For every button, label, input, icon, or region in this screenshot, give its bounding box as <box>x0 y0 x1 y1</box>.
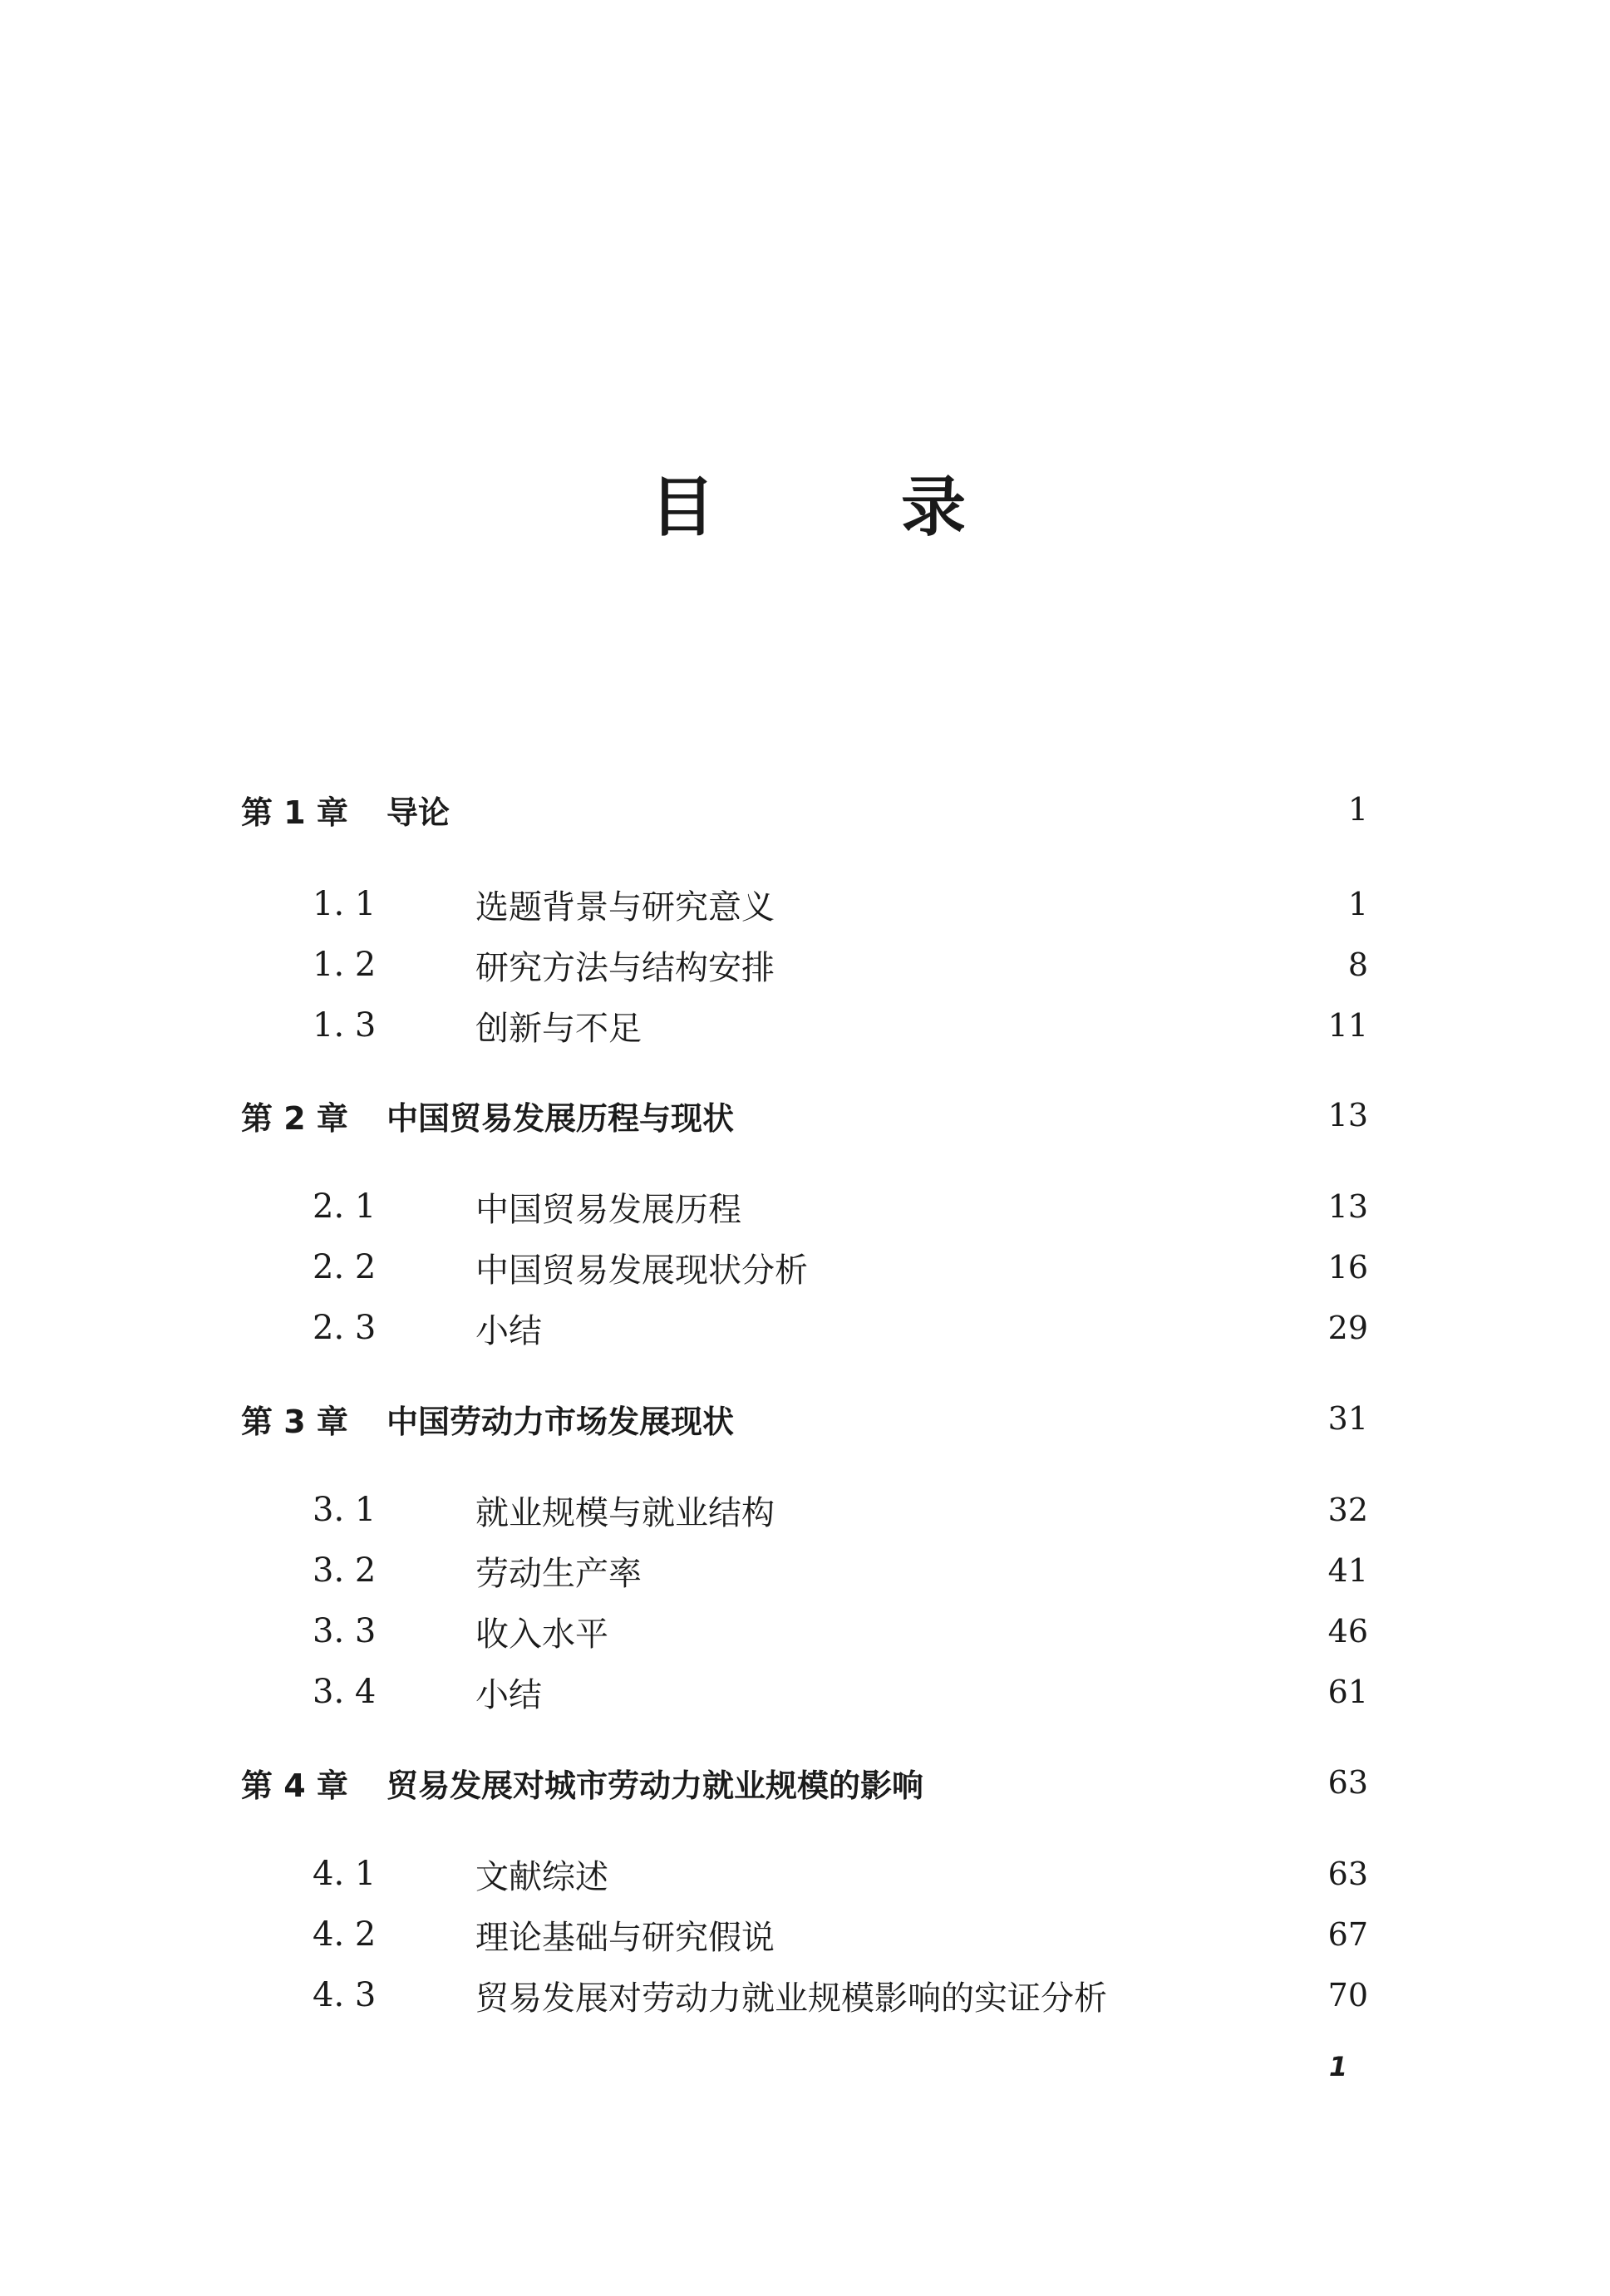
toc-page-number: 11 <box>1327 1007 1368 1044</box>
toc-page-number: 16 <box>1327 1249 1368 1286</box>
toc-section-1-2[interactable] <box>241 940 1368 990</box>
toc-page-number: 13 <box>1327 1188 1368 1225</box>
toc-page-number: 13 <box>1327 1097 1368 1133</box>
toc-section-3-1[interactable] <box>241 1485 1368 1535</box>
toc-dot-leader <box>1117 1970 1313 2020</box>
toc-section-title: 小结 <box>475 1675 542 1714</box>
toc-section-title: 就业规模与就业结构 <box>475 1493 775 1532</box>
toc-chapter-1[interactable] <box>241 784 1368 834</box>
toc-section-2-1[interactable] <box>241 1182 1368 1232</box>
toc-chapter-title: 中国劳动力市场发展现状 <box>386 1403 735 1440</box>
toc-page-number: 63 <box>1327 1856 1368 1892</box>
toc-section-title: 收入水平 <box>475 1615 608 1654</box>
toc-dot-leader <box>933 1758 1313 1807</box>
toc-chapter-number: 第 1 章 <box>241 794 348 831</box>
toc-page-number: 32 <box>1327 1492 1368 1528</box>
toc-page-number: 70 <box>1327 1977 1368 2013</box>
toc-dot-leader <box>744 1394 1313 1443</box>
toc-section-3-2[interactable] <box>241 1546 1368 1595</box>
toc-section-1-1[interactable] <box>241 879 1368 929</box>
toc-section-number: 1. 3 <box>313 1006 377 1045</box>
toc-section-title: 选题背景与研究意义 <box>475 887 775 927</box>
toc-page-number: 41 <box>1327 1552 1368 1589</box>
toc-page-number: 31 <box>1327 1400 1368 1437</box>
toc-section-4-3[interactable] <box>241 1970 1368 2020</box>
toc-dot-leader <box>652 1001 1313 1050</box>
toc-dot-leader <box>751 1182 1313 1232</box>
toc-section-title: 小结 <box>475 1311 542 1350</box>
toc-dot-leader <box>460 784 1320 834</box>
toc-section-title: 贸易发展对劳动力就业规模影响的实证分析 <box>475 1979 1107 2018</box>
toc-dot-leader <box>618 1849 1313 1899</box>
toc-section-number: 4. 3 <box>313 1976 377 2014</box>
page-title-char-1: 目 <box>650 470 716 545</box>
toc-chapter-3[interactable] <box>241 1394 1368 1443</box>
toc-section-number: 1. 2 <box>313 946 377 984</box>
toc-section-number: 3. 2 <box>313 1551 377 1590</box>
toc-section-4-2[interactable] <box>241 1910 1368 1959</box>
toc-page-number: 61 <box>1327 1674 1368 1710</box>
toc-section-3-4[interactable] <box>241 1667 1368 1717</box>
toc-page-number: 67 <box>1327 1916 1368 1953</box>
toc-section-number: 1. 1 <box>313 885 377 923</box>
toc-dot-leader <box>785 1910 1313 1959</box>
toc-dot-leader <box>785 940 1320 990</box>
toc-page-number: 8 <box>1347 946 1368 983</box>
toc-chapter-number: 第 2 章 <box>241 1099 348 1137</box>
toc-section-title: 中国贸易发展现状分析 <box>475 1251 808 1290</box>
page-title-char-2: 录 <box>900 470 966 545</box>
toc-page-number: 1 <box>1347 886 1368 922</box>
toc-dot-leader <box>552 1303 1313 1353</box>
page-number-footer: 1 <box>1328 2051 1348 2082</box>
toc-dot-leader <box>785 879 1320 929</box>
toc-section-3-3[interactable] <box>241 1606 1368 1656</box>
toc-page-number: 63 <box>1327 1764 1368 1801</box>
toc-chapter-title: 中国贸易发展历程与现状 <box>386 1099 735 1137</box>
toc-chapter-4[interactable] <box>241 1758 1368 1807</box>
toc-page-number: 46 <box>1327 1613 1368 1649</box>
toc-section-2-3[interactable] <box>241 1303 1368 1353</box>
toc-section-4-1[interactable] <box>241 1849 1368 1899</box>
toc-section-number: 4. 1 <box>313 1855 377 1893</box>
toc-chapter-number: 第 3 章 <box>241 1403 348 1440</box>
toc-section-1-3[interactable] <box>241 1001 1368 1050</box>
toc-dot-leader <box>818 1242 1313 1292</box>
toc-chapter-2[interactable] <box>241 1090 1368 1140</box>
toc-section-number: 2. 1 <box>313 1187 377 1226</box>
toc-section-title: 文献综述 <box>475 1857 608 1896</box>
toc-section-number: 2. 3 <box>313 1309 377 1347</box>
toc-section-title: 理论基础与研究假说 <box>475 1918 775 1957</box>
toc-section-number: 3. 4 <box>313 1673 377 1711</box>
toc-page-number: 1 <box>1347 791 1368 828</box>
toc-page-number: 29 <box>1327 1310 1368 1346</box>
toc-section-number: 4. 2 <box>313 1915 377 1954</box>
toc-dot-leader <box>652 1546 1313 1595</box>
toc-chapter-title: 贸易发展对城市劳动力就业规模的影响 <box>386 1767 924 1804</box>
toc-section-title: 中国贸易发展历程 <box>475 1190 741 1229</box>
toc-section-number: 3. 1 <box>313 1491 377 1529</box>
toc-dot-leader <box>618 1606 1313 1656</box>
toc-dot-leader <box>744 1090 1313 1140</box>
toc-chapter-number: 第 4 章 <box>241 1767 348 1804</box>
toc-chapter-title: 导论 <box>386 794 451 831</box>
toc-section-2-2[interactable] <box>241 1242 1368 1292</box>
toc-section-title: 创新与不足 <box>475 1009 642 1048</box>
toc-section-number: 2. 2 <box>313 1248 377 1286</box>
toc-dot-leader <box>785 1485 1313 1535</box>
toc-section-title: 劳动生产率 <box>475 1554 642 1593</box>
toc-dot-leader <box>552 1667 1313 1717</box>
toc-section-number: 3. 3 <box>313 1612 377 1650</box>
toc-section-title: 研究方法与结构安排 <box>475 948 775 987</box>
